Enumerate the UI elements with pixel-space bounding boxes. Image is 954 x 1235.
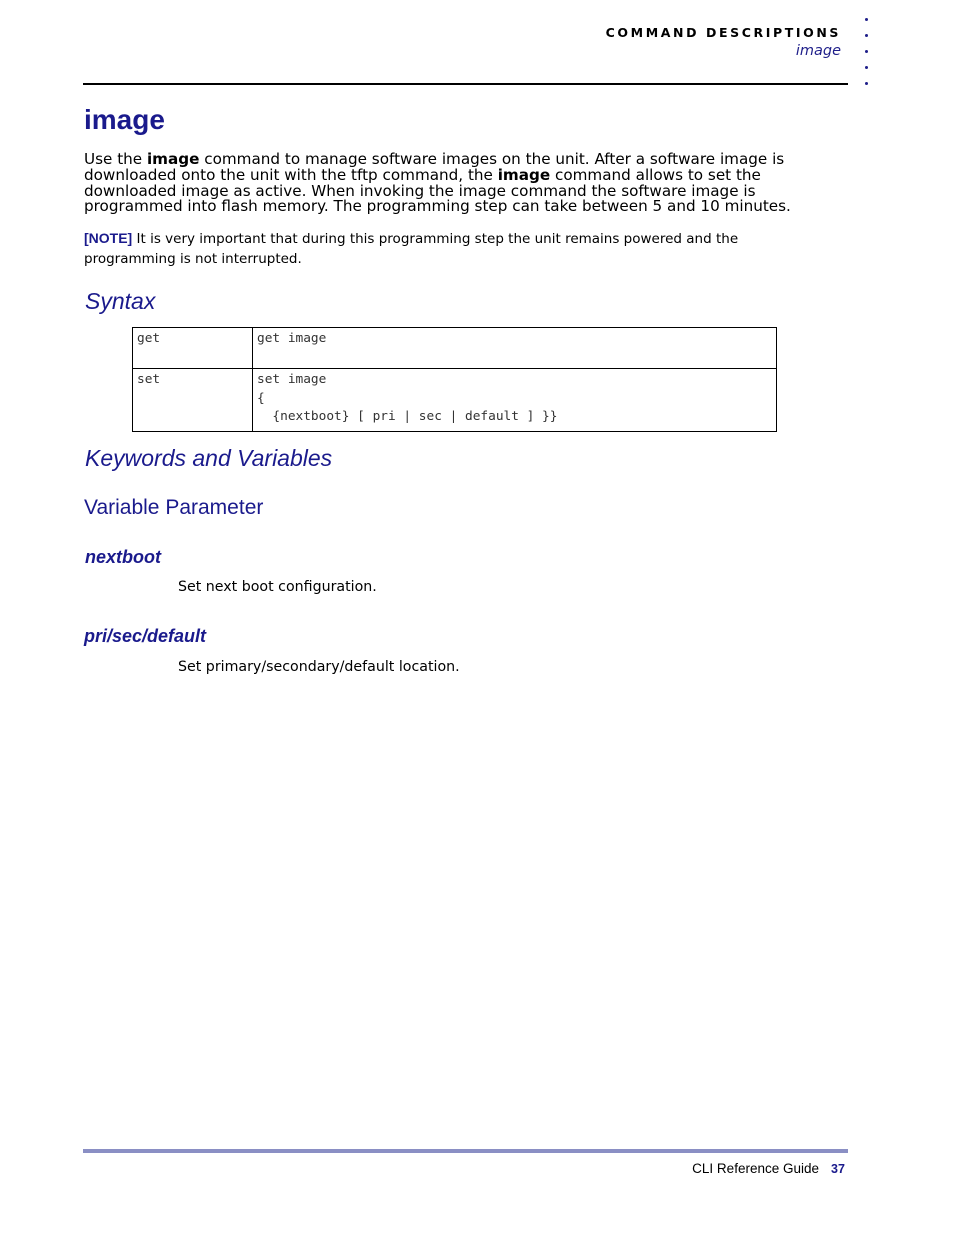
variable-parameter-heading: Variable Parameter bbox=[84, 496, 264, 519]
syntax-table bbox=[132, 327, 777, 432]
running-header-section: COMMAND DESCRIPTIONS bbox=[605, 25, 841, 40]
syntax-command-cell bbox=[253, 369, 777, 432]
intro-paragraph bbox=[84, 152, 824, 215]
param-desc-pri-sec-default: Set primary/secondary/default location. bbox=[178, 659, 460, 675]
footer-guide-title: CLI Reference Guide bbox=[692, 1161, 819, 1176]
header-dot-ornament bbox=[865, 18, 871, 98]
note-paragraph bbox=[84, 229, 824, 269]
header-rule bbox=[83, 83, 848, 85]
syntax-row-get bbox=[133, 328, 777, 369]
syntax-code-line: set image bbox=[257, 372, 327, 387]
page-number: 37 bbox=[831, 1162, 845, 1176]
intro-keyword-1: image bbox=[146, 150, 200, 168]
syntax-row-set bbox=[133, 369, 777, 432]
intro-text-3: command allows to set the downloaded image as active. When invoking the image command the software image is programmed into flash memory. The programming step can take between 5 and 10 minutes. bbox=[84, 165, 791, 216]
note-text: It is very important that during this programming step the unit remains powered and the programming is not interrupted. bbox=[84, 231, 739, 267]
footer-rule bbox=[83, 1149, 848, 1153]
intro-text-2: command to manage software images on the unit. After a software image is downloaded onto the unit with the tftp command, the bbox=[84, 150, 785, 184]
param-name-nextboot: nextboot bbox=[85, 547, 161, 567]
page-title: image bbox=[84, 104, 165, 135]
note-tag: [NOTE] bbox=[84, 230, 133, 246]
syntax-code-line: { bbox=[257, 390, 265, 406]
syntax-code-line: get image bbox=[257, 331, 327, 346]
syntax-heading: Syntax bbox=[85, 288, 156, 314]
intro-keyword-2: image bbox=[497, 165, 551, 184]
keywords-heading: Keywords and Variables bbox=[85, 445, 333, 471]
intro-text-1: Use the bbox=[84, 150, 147, 168]
syntax-mode-cell: get bbox=[133, 328, 253, 369]
syntax-command-cell bbox=[253, 328, 777, 369]
param-name-pri-sec-default: pri/sec/default bbox=[84, 626, 207, 646]
running-header-topic: image bbox=[795, 43, 841, 59]
param-desc-nextboot: Set next boot configuration. bbox=[178, 579, 377, 595]
syntax-mode-cell: set bbox=[133, 369, 253, 432]
syntax-code-line: {nextboot} [ pri | sec | default ] }} bbox=[257, 409, 558, 424]
